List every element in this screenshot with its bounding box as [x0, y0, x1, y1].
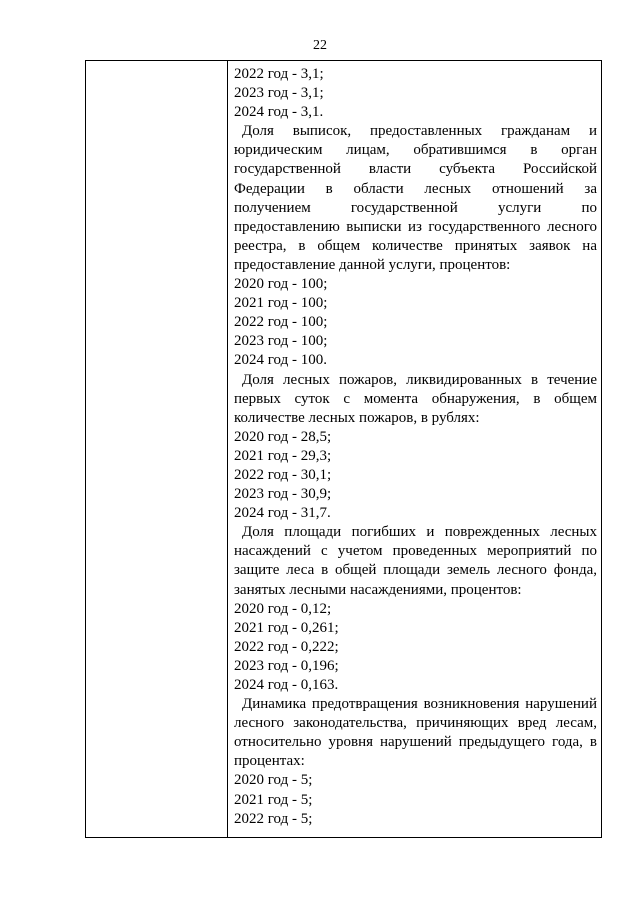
- page-number: 22: [313, 38, 327, 53]
- paragraph-line: процентах:: [234, 753, 305, 770]
- year-value-line: 2020 год - 28,5;: [234, 428, 332, 445]
- paragraph-line: занятых лесными насаждениями, процентов:: [234, 581, 522, 598]
- year-value-line: 2022 год - 30,1;: [234, 466, 332, 483]
- paragraph-line: насаждений с учетом проведенных мероприятий по: [234, 543, 597, 560]
- paragraph-line: лесного законодательства, причиняющих вред лесам,: [234, 715, 597, 732]
- year-value-line: 2021 год - 0,261;: [234, 619, 339, 636]
- paragraph-line: количестве лесных пожаров, в рублях:: [234, 409, 480, 426]
- paragraph-line: реестра, в общем количестве принятых заявок на: [234, 237, 597, 254]
- year-value-line: 2022 год - 100;: [234, 314, 328, 331]
- year-value-line: 2024 год - 0,163.: [234, 677, 339, 693]
- indicator-paragraph: [234, 371, 597, 428]
- paragraph-line: Доля выписок, предоставленных гражданам и: [242, 123, 597, 140]
- year-value-line: 2020 год - 5;: [234, 772, 313, 789]
- paragraph-line: предоставлению выписки из государственного лесного: [234, 218, 597, 235]
- year-value-line: 2022 год - 3,1;: [234, 66, 324, 82]
- year-value-line: 2024 год - 31,7.: [234, 505, 331, 522]
- table-cell-right: [234, 65, 597, 829]
- paragraph-line: юридическим лицам, обратившимся в орган: [234, 142, 597, 159]
- paragraph-line: Доля лесных пожаров, ликвидированных в течение: [242, 371, 597, 388]
- column-divider: [227, 61, 228, 837]
- year-value-line: 2021 год - 100;: [234, 295, 328, 312]
- year-value-line: 2022 год - 0,222;: [234, 638, 339, 655]
- paragraph-line: первых суток с момента обнаружения, в общем: [234, 390, 597, 407]
- year-value-line: 2021 год - 29,3;: [234, 447, 332, 464]
- year-value-line: 2021 год - 5;: [234, 791, 313, 808]
- paragraph-line: Динамика предотвращения возникновения нарушений: [242, 696, 597, 713]
- indicator-paragraph: [234, 122, 597, 275]
- paragraph-line: предоставление данной услуги, процентов:: [234, 256, 511, 273]
- year-value-line: 2022 год - 5;: [234, 810, 313, 827]
- year-value-line: 2024 год - 100.: [234, 352, 327, 369]
- paragraph-line: получением государственной услуги по: [234, 199, 597, 216]
- paragraph-line: защите леса в общей площади земель лесного фонда,: [234, 562, 597, 579]
- year-value-line: 2020 год - 100;: [234, 276, 328, 293]
- year-value-line: 2023 год - 30,9;: [234, 486, 332, 503]
- document-table: [85, 60, 602, 838]
- indicator-paragraph: [234, 695, 597, 771]
- table-cell-left: [86, 61, 227, 837]
- year-value-line: 2023 год - 0,196;: [234, 657, 339, 674]
- year-value-line: 2023 год - 100;: [234, 333, 328, 350]
- year-value-line: 2023 год - 3,1;: [234, 85, 324, 102]
- year-value-line: 2020 год - 0,12;: [234, 600, 332, 617]
- indicator-paragraph: [234, 523, 597, 599]
- paragraph-line: государственной власти субъекта Российской: [234, 161, 597, 178]
- year-value-line: 2024 год - 3,1.: [234, 104, 324, 121]
- paragraph-line: Федерации в области лесных отношений за: [234, 180, 597, 197]
- paragraph-line: Доля площади погибших и поврежденных лесных: [242, 524, 597, 541]
- paragraph-line: относительно уровня нарушений предыдущего года, в: [234, 734, 597, 751]
